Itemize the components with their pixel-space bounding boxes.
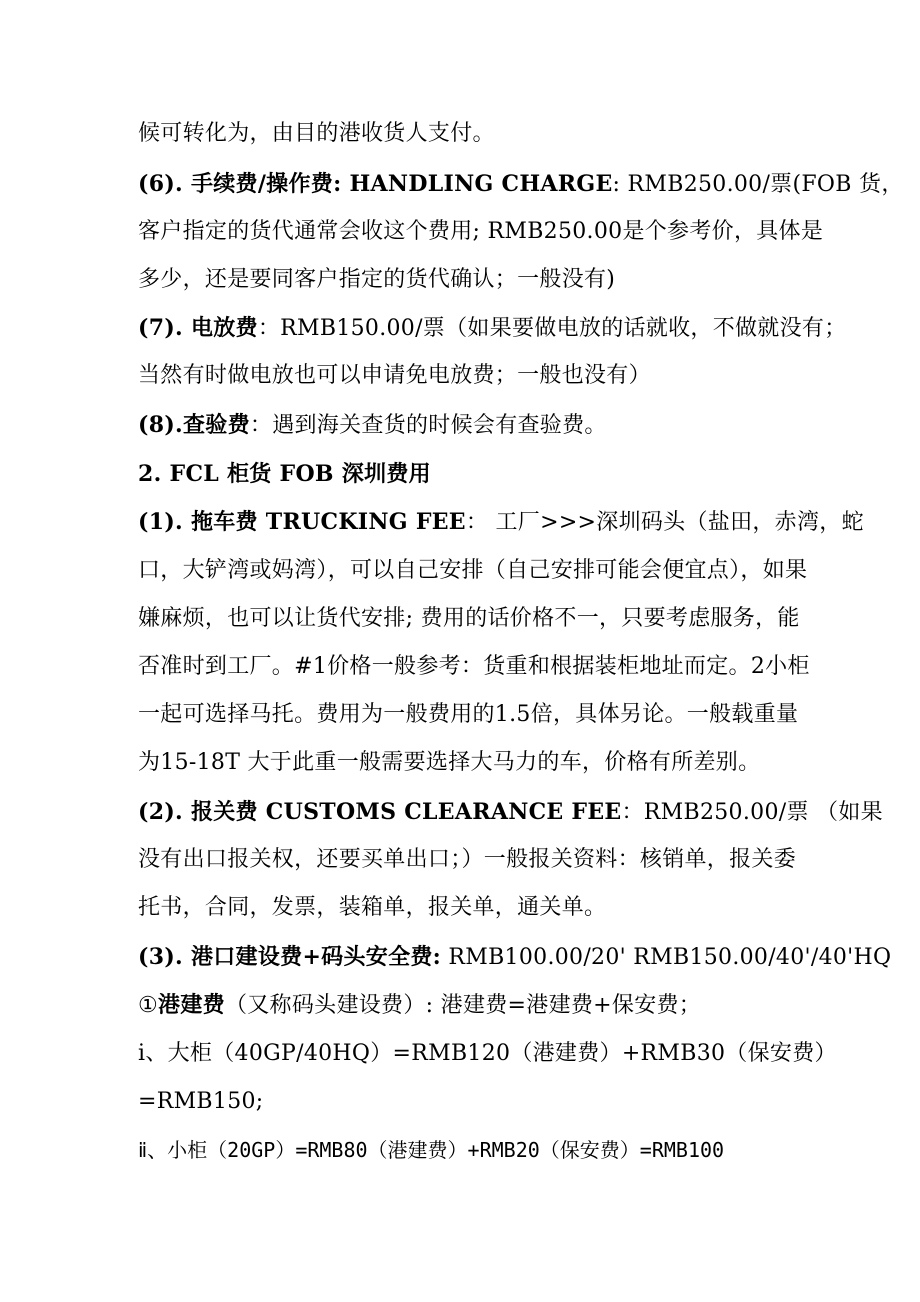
text-line xyxy=(138,893,606,923)
text-segment: ：RMB150.00/票（如果要做电放的话就收，不做就没有； xyxy=(257,316,847,341)
text-line xyxy=(138,748,760,778)
text-line xyxy=(138,652,810,682)
text-line xyxy=(138,990,701,1020)
section-heading: (1). 拖车费 TRUCKING FEE xyxy=(138,509,466,535)
section-heading: (3). 港口建设费+码头安全费: xyxy=(138,944,442,970)
text-line xyxy=(138,556,807,586)
text-segment: ⅱ、小柜（20GP）=RMB80（港建费）+RMB20（保安费）=RMB100 xyxy=(138,1138,725,1162)
text-line xyxy=(138,604,800,634)
text-segment: 否准时到工厂。#1价格一般参考：货重和根据装柜地址而定。2小柜 xyxy=(138,654,810,679)
section-heading: (6). 手续费/操作费: HANDLING CHARGE xyxy=(138,171,613,197)
text-segment: 托书，合同，发票，装箱单，报关单，通关单。 xyxy=(138,895,607,920)
text-line xyxy=(138,169,904,199)
text-segment: RMB100.00/20' RMB150.00/40'/40'HQ xyxy=(441,945,892,970)
text-line xyxy=(138,1087,264,1117)
text-line xyxy=(138,797,883,827)
text-segment: 一起可选择马托。费用为一般费用的1.5倍，具体另论。一般载重量 xyxy=(138,702,799,727)
text-line xyxy=(138,1135,724,1165)
text-segment: ：遇到海关查货的时候会有查验费。 xyxy=(249,413,607,438)
text-segment: ： 工厂>>>深圳码头（盐田，赤湾，蛇 xyxy=(465,510,864,535)
text-line xyxy=(138,459,431,489)
text-segment: 为15-18T 大于此重一般需要选择大马力的车，价格有所差别。 xyxy=(138,750,761,775)
text-segment: 客户指定的货代通常会收这个费用; RMB250.00是个参考价，具体是 xyxy=(138,219,824,244)
text-line xyxy=(138,361,651,391)
text-segment: 没有出口报关权，还要买单出口；）一般报关资料：核销单，报关委 xyxy=(138,847,797,872)
text-segment: =RMB150; xyxy=(138,1089,264,1114)
section-heading: (2). 报关费 CUSTOMS CLEARANCE FEE xyxy=(138,799,622,825)
text-segment: ⅰ、大柜（40GP/40HQ）=RMB120（港建费）+RMB30（保安费） xyxy=(138,1041,837,1066)
text-line xyxy=(138,1039,837,1069)
text-segment: （又称码头建设费）: 港建费=港建费+保安费； xyxy=(224,993,702,1018)
text-line xyxy=(138,265,615,295)
section-heading: 港建费 xyxy=(158,992,225,1018)
section-title: 2. FCL 柜货 FOB 深圳费用 xyxy=(138,461,431,487)
text-line xyxy=(138,410,607,440)
text-line xyxy=(138,313,847,343)
text-line xyxy=(138,119,495,149)
text-segment: 嫌麻烦，也可以让货代安排; 费用的话价格不一，只要考虑服务，能 xyxy=(138,606,800,631)
text-line xyxy=(138,217,823,247)
text-segment: 候可转化为，由目的港收货人支付。 xyxy=(138,121,495,146)
text-segment: 口，大铲湾或妈湾），可以自己安排（自己安排可能会便宜点），如果 xyxy=(138,558,808,583)
text-segment: : RMB250.00/票(FOB 货， xyxy=(612,172,904,197)
text-line xyxy=(138,845,796,875)
section-heading: (8).查验费 xyxy=(138,412,250,438)
circled-number: ① xyxy=(138,993,159,1018)
text-line xyxy=(138,507,864,537)
text-segment: ：RMB250.00/票 （如果 xyxy=(621,800,883,825)
section-heading: (7). 电放费 xyxy=(138,315,258,341)
text-line xyxy=(138,942,891,972)
text-line xyxy=(138,700,798,730)
text-segment: 当然有时做电放也可以申请免电放费；一般也没有） xyxy=(138,363,651,388)
text-segment: 多少，还是要同客户指定的货代确认；一般没有) xyxy=(138,267,616,292)
